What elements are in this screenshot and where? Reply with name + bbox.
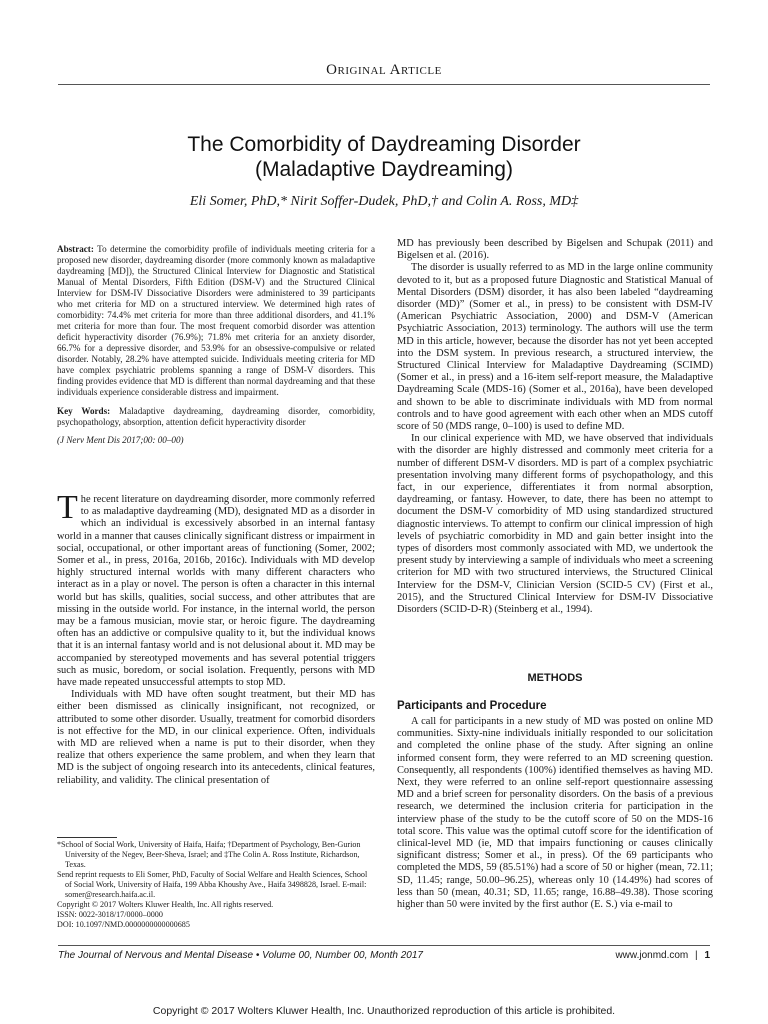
journal-website-link[interactable]: www.jonmd.com [615, 950, 689, 961]
footnote-reprints: Send reprint requests to Eli Somer, PhD, Faculty of Social Welfare and Health Sciences, School of Social Work, University of Haifa, 199 Abba Khoushy Ave., Haifa 3498828, Israel. E-mail: somer@research.haifa.ac.il. [57, 870, 368, 899]
footnote-rule [57, 837, 117, 838]
footnotes [57, 840, 375, 930]
methods-paragraph-1: A call for participants in a new study of MD was posted on online MD communities. Sixty-nine individuals initially responded to our solicitation and completed the online phase of the study. After signing an online informed consent form, they were referred to an MD screening question. Consequently, all respondents (100%) identified themselves as having MD. Next, they were referred to an online self-report questionnaire assessing MD and a brief screen for personality disorders. On the basis of a previous research, we determined the inclusion criteria for participation in the interview phase of the study to be the cutoff score of 50 on the MDS-16 total score. This value was the optimal cutoff score for the identification of clinical-level MD (ie, MD that impairs functioning or causes clinically significant distress; Somer et al., in press). Of the 69 participants who completed the MDS, 59 (85.51%) had a score of 50 or higher (mean, 72.11; SD, 11.45; range, 50.00–96.25), whereas only 10 (14.49%) had scores of less than 50 (mean, 40.31; SD, 11.65; range, 16.88–49.38). Those scoring higher than 50 were invited by the first author (E. S.) via e-mail to [397, 716, 713, 911]
footnote-doi: DOI: 10.1097/NMD.0000000000000685 [57, 920, 190, 929]
author-list: Eli Somer, PhD,* Nirit Soffer-Dudek, PhD,† and Colin A. Ross, MD‡ [189, 194, 579, 209]
intro-paragraph-1 [57, 489, 375, 689]
keywords-label: Key Words: [57, 406, 111, 416]
right-body [397, 238, 713, 616]
intro-paragraph-2: Individuals with MD have often sought treatment, but their MD has either been dismissed as clinically insignificant, not recognized, or attributed to some other disorder. Usually, treatment for comorbid disorders is not effective for the MD, in our clinical experience. Often, individuals with MD are relieved when a name is put to their disorder, when they realize that others experience the same problem, and when they learn that MD is the subject of ongoing research into its antecedents, clinical features, reliability, and validity. The clinical presentation of [57, 689, 375, 786]
abstract-text: To determine the comorbidity profile of individuals meeting criteria for a proposed new disorder, daydreaming disorder (more commonly known as maladaptive daydreaming [MD]), the Structured Clinical Interview for Diagnostic and Statistical Manual of Mental Disorders, Fifth Edition (DSM-V) and the Structured Clinical Interview for DSM-IV Dissociative Disorders were administered to 39 participants who met criteria for MD on a structured interview. We determined high rates of comorbidity: 74.4% met criteria for more than three additional disorders, and 41.1% met criteria for more than four. The most frequent comorbid disorder was attention deficit hyperactivity disorder (76.9%); 71.8% met criteria for an anxiety disorder, 66.7% for a depressive disorder, and 53.9% for an obsessive-compulsive or related disorder. Notably, 28.2% have attempted suicide. Individuals meeting criteria for MD have complex psychiatric problems spanning a range of DSM-V disorders. This finding provides evidence that MD is different than normal daydreaming and that these individuals experience considerable distress and impairment. [57, 244, 376, 397]
abstract-label: Abstract: [57, 244, 94, 254]
right-paragraph-3: In our clinical experience with MD, we have observed that individuals with the disorder are highly distressed and commonly meet criteria for a number of different DSM-V disorders. MD is part of a complex psychiatric presentation involving many different forms of psychopathology, and this fact, in our experience, differentiates it from normal absorption, daydreaming, or fantasy. However, to date, there has been no attempt to document the DSM-V comorbidity of MD using standardized structured diagnostic interviews. To attempt to confirm our clinical impression of high levels of psychiatric comorbidity in MD and gain better insight into the types of disorders most commonly associated with MD, we undertook the present study by interviewing a sample of individuals who meet a screening criterion for MD with two structured interviews, the Structured Clinical Interview for the DSM-V, Clinician Version (SCID-5 CV) (First et al., 2015), and the Structured Clinical Interview for DSM-IV Dissociative Disorders (SCID-D-R) (Steinberg et al., 1994). [397, 433, 713, 616]
footnote-affiliations: *School of Social Work, University of Haifa, Haifa; †Department of Psychology, Ben-Gurion University of the Negev, Beer-Sheva, Israel; and ‡The Colin A. Ross Institute, Richardson, Texas. [57, 840, 361, 869]
article-title [80, 132, 688, 182]
right-paragraph-2: The disorder is usually referred to as MD in the large online community devoted to it, but as a proposed future Diagnostic and Statistical Manual of Mental Disorders (DSM) disorder, it has also been labeled “daydreaming disorder (MD)” (Somer et al., in press) to be consistent with DSM-IV (American Psychiatric Association, 2000) and DSM-V (American Psychiatric Association, 2013) terminology. The authors will use the term MD in this article, however, because the disorder has not yet been accepted into the DSM system. In previous research, a structured interview, the Structured Clinical Interview for Maladaptive Daydreaming (SCIMD) (Somer et al., in press) and a 16-item self-report measure, the Maladaptive Daydreaming Scale (MDS-16) (Somer et al., 2016a), have been developed and shown to be able to discriminate individuals with MD from normal controls and to have good agreement with each other when an MDS cutoff score of 50 (MDS range, 0–100) is used to define MD. [397, 262, 713, 433]
abstract-paragraph [57, 244, 375, 398]
footnote-issn: ISSN: 0022-3018/17/0000–0000 [57, 910, 163, 919]
keywords-text: Maladaptive daydreaming, daydreaming disorder, comorbidity, psychopathology, absorption, attention deficit hyperactivity disorder [57, 406, 375, 427]
title-line-2: (Maladaptive Daydreaming) [255, 158, 513, 181]
footer-right: www.jonmd.com | 1 [615, 950, 710, 961]
footnote-copyright: Copyright © 2017 Wolters Kluwer Health, Inc. All rights reserved. [57, 900, 274, 909]
title-line-1: The Comorbidity of Daydreaming Disorder [187, 133, 581, 156]
abstract-block [57, 244, 375, 446]
journal-footer: The Journal of Nervous and Mental Disease • Volume 00, Number 00, Month 2017 [58, 950, 423, 961]
subsection-heading: Participants and Procedure [397, 700, 547, 712]
article-type-label: Original Article [326, 62, 442, 78]
footer-rule [58, 945, 710, 946]
section-heading-methods: METHODS [527, 672, 583, 684]
journal-citation: (J Nerv Ment Dis 2017;00: 00–00) [57, 435, 184, 445]
header-rule [58, 84, 710, 85]
page-number: 1 [704, 950, 710, 961]
right-paragraph-1: MD has previously been described by Bigelsen and Schupak (2011) and Bigelsen et al. (2016). [397, 238, 713, 262]
keywords-paragraph [57, 406, 375, 428]
intro-paragraph-1-text: he recent literature on daydreaming disorder, more commonly referred to as maladaptive daydreaming (MD), designated MD as a disorder in which an individual is excessively absorbed in an internal fantasy world in a manner that causes clinically significant distress or impairment in social, occupational, or other important areas of functioning (Somer, 2002; Somer et al., in press, 2016a, 2016b, 2016c). Individuals with MD develop highly structured internal worlds with many different characters who interact as in a play or novel. The person is often a character in this internal world but has skills, qualities, social success, and other attributes that are missing in the outside world. For instance, in the internal world, the person may be a famous musician, movie star, or heroic figure. The daydreaming often has an addictive or compulsive quality to it, but the individual knows that it is an internal fantasy world and is not delusional about it. MD may be accompanied by stereotyped movements and has several potential triggers such as music, boredom, or social isolation. Frequently, persons with MD have made repeated unsuccessful attempts to stop MD. [57, 494, 375, 689]
methods-body [397, 716, 713, 911]
drop-cap: T [57, 489, 78, 526]
left-body [57, 489, 375, 787]
copyright-notice: Copyright © 2017 Wolters Kluwer Health, Inc. Unauthorized reproduction of this article is prohibited. [152, 1005, 616, 1017]
